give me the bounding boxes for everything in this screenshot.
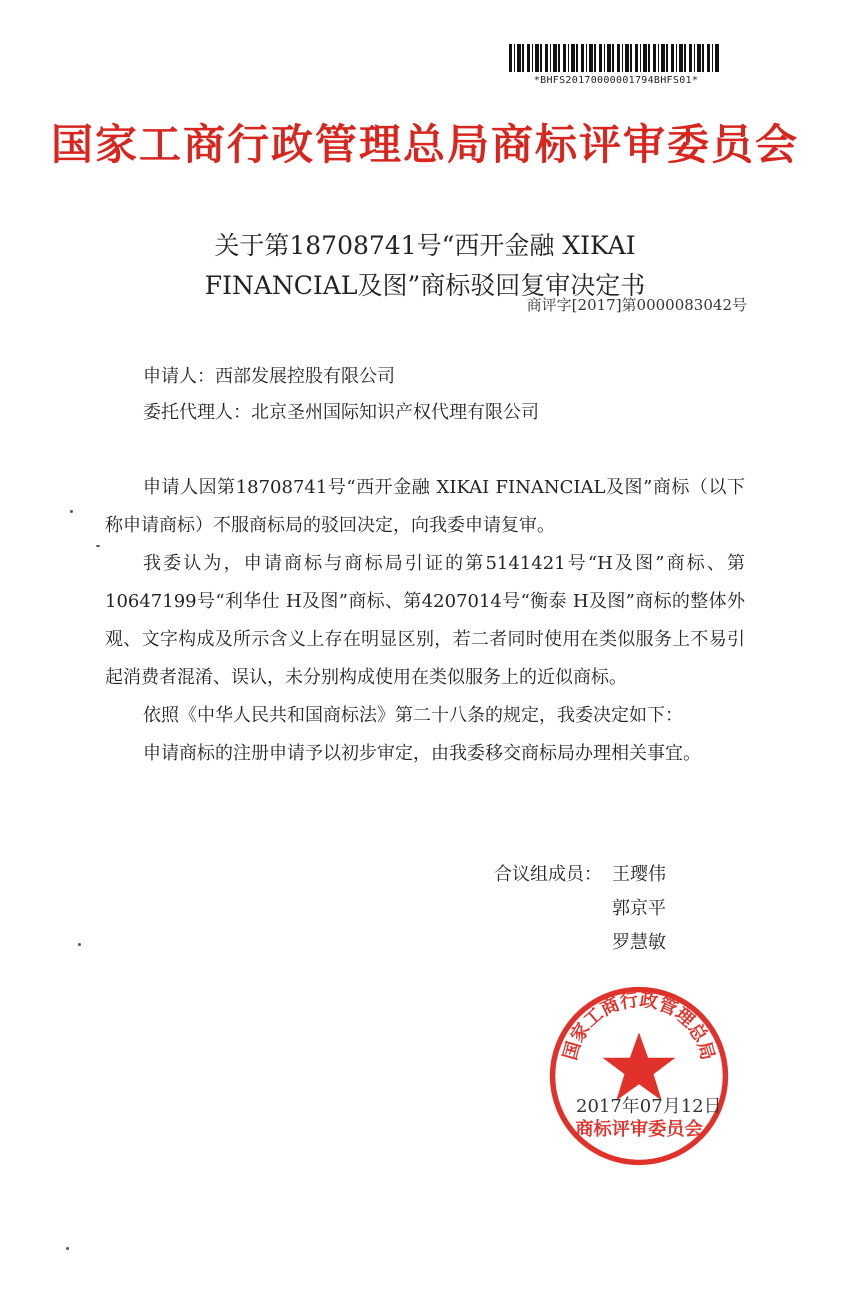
barcode [505,44,727,86]
title-line-1: 关于第18708741号“西开金融 XIKAI [214,231,636,260]
panel-label: 合议组成员： [494,864,602,885]
paragraph-reasoning: 我委认为，申请商标与商标局引证的第5141421号“H及图”商标、第10647199号“利华仕 H及图”商标、第4207014号“衡泰 H及图”商标的整体外观、文字构成及所示含义上存在明显区别，若二者同时使用在类似服务上不易引起消费者混淆、误认，未分别构成使用在类似服务上的近似商标。 [105,553,745,688]
seal-text-bottom: 商标评审委员会 [575,1119,703,1141]
panel-member: 王璎伟 [612,864,666,885]
scan-speck [96,545,100,547]
panel-member: 罗慧敏 [612,932,666,953]
paragraph-request: 申请人因第18708741号“西开金融 XIKAI FINANCIAL及图”商标（以下称申请商标）不服商标局的驳回决定，向我委申请复审。 [105,477,745,536]
seal-text-top: 国家工商行政管理总局 [559,989,719,1063]
barcode-code: *BHFS20170000001794BHFS01* [533,75,699,86]
panel-member: 郭京平 [612,898,666,919]
agent-line: 委托代理人：北京圣州国际知识产权代理有限公司 [143,402,539,423]
barcode-bars [509,44,719,72]
reference-number: 商评字[2017]第0000083042号 [526,296,747,314]
paragraph-legal-basis: 依照《中华人民共和国商标法》第二十八条的规定，我委决定如下： [143,705,683,726]
seal-star [603,1032,676,1100]
applicant-line: 申请人：西部发展控股有限公司 [143,366,395,387]
scan-speck [66,1247,69,1250]
title-line-2: FINANCIAL及图”商标驳回复审决定书 [204,271,646,300]
decision-date: 2017年07月12日 [576,1096,722,1117]
letterhead: 国家工商行政管理总局商标评审委员会 [50,120,799,169]
scan-speck [70,510,73,513]
scan-speck [78,943,81,946]
official-seal [548,985,730,1167]
paragraph-decision: 申请商标的注册申请予以初步审定，由我委移交商标局办理相关事宜。 [143,743,701,764]
